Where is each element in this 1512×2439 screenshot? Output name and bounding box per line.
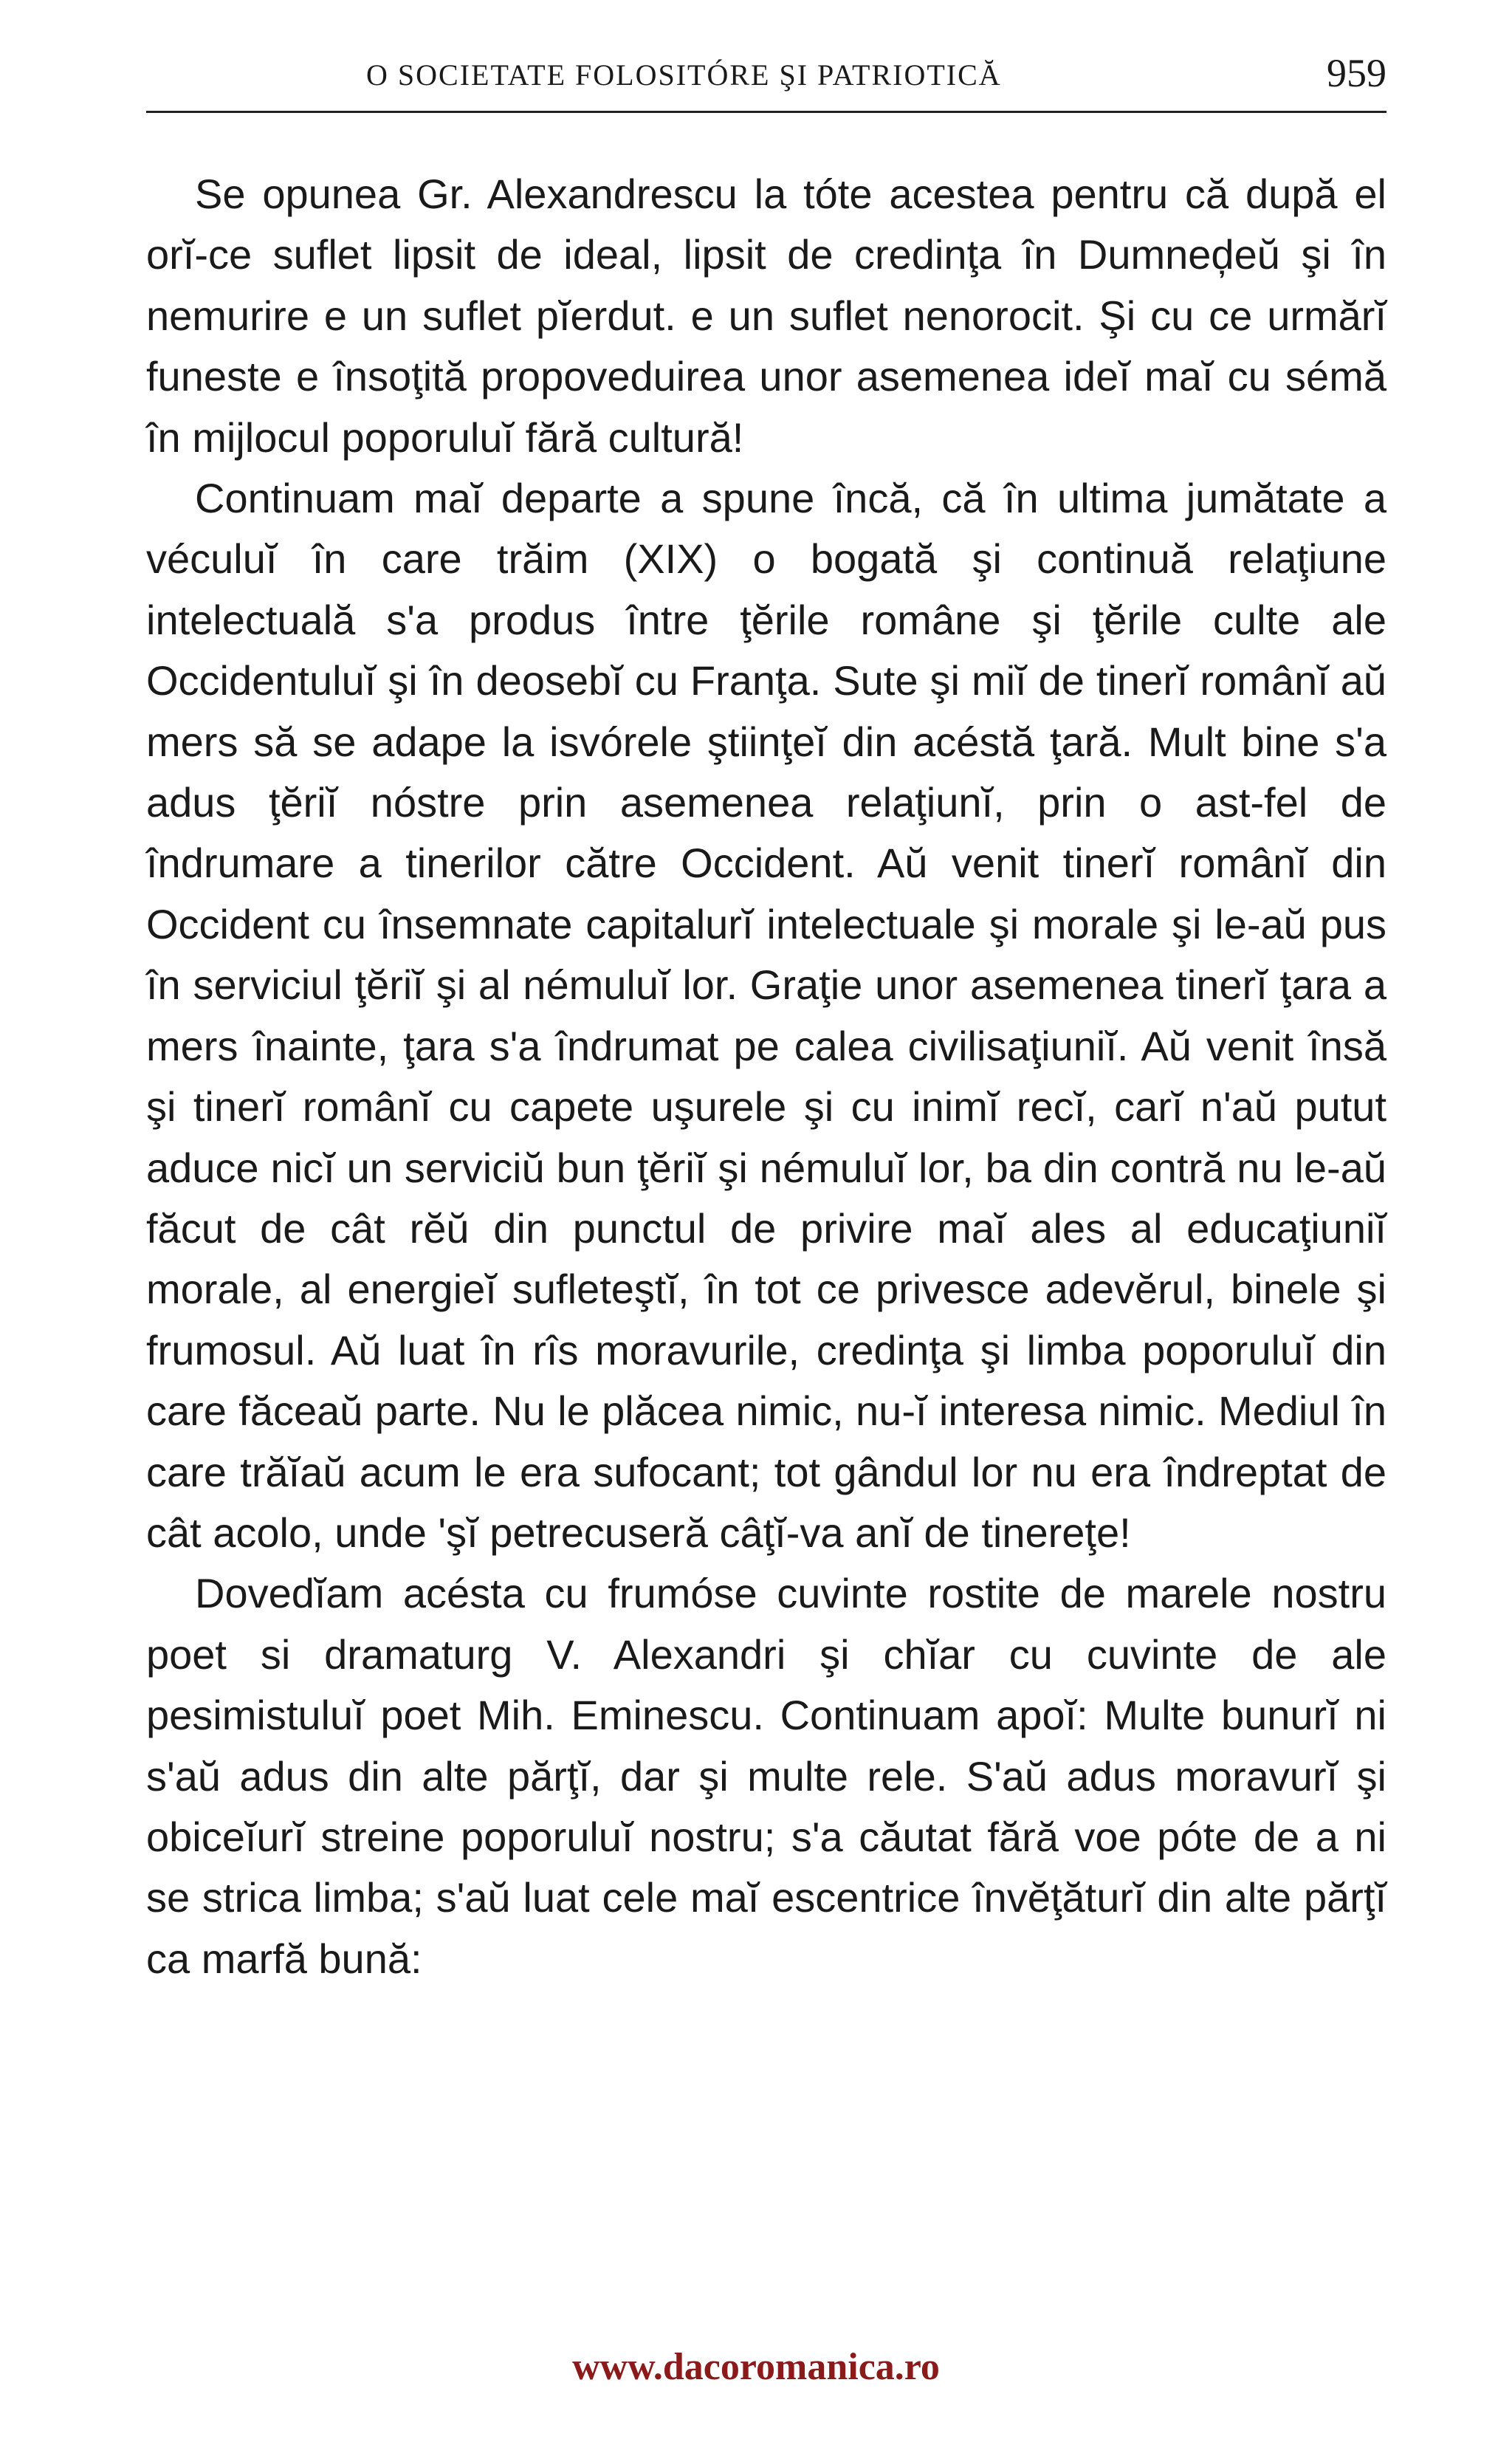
running-title: O SOCIETATE FOLOSITÓRE ŞI PATRIOTICĂ [366, 58, 1002, 92]
running-head [146, 50, 1386, 109]
body-text [146, 164, 1386, 1989]
watermark-link[interactable]: www.dacoromanica.ro [572, 2346, 940, 2388]
paragraph: Dovedĭam acésta cu frumóse cuvinte rostite de marele nostru poet si dramaturg V. Alexandri şi chĭar cu cuvinte de ale pesimistuluĭ poet Mih. Eminescu. Continuam apoĭ: Multe bunurĭ ni s'aŭ adus din alte părţĭ, dar şi multe rele. S'aŭ adus moravurĭ şi obiceĭurĭ streine poporuluĭ nostru; s'a căutat fără voe póte de a ni se strica limba; s'aŭ luat cele maĭ escentrice învĕţăturĭ din alte părţĭ ca marfă bună: [146, 1570, 1386, 1982]
paragraph: Se opunea Gr. Alexandrescu la tóte acestea pentru că după el orĭ-ce suflet lipsit de ideal, lipsit de credinţa în Dumneḑeŭ şi în nemurire e un suflet pĭerdut. e un suflet nenorocit. Şi cu ce urmărĭ funeste e însoţită propoveduirea unor asemenea ideĭ maĭ cu sémă în mijlocul poporuluĭ fără cultură! [146, 171, 1386, 461]
header-rule [146, 111, 1386, 113]
page-number: 959 [1327, 51, 1386, 95]
paragraph: Continuam maĭ departe a spune încă, că în ultima jumătate a véculuĭ în care trăim (XIX) o bogată şi continuă relaţiune intelectuală s'a produs între ţĕrile române şi ţĕrile culte ale Occidentuluĭ şi în deosebĭ cu Franţa. Sute şi miĭ de tinerĭ românĭ aŭ mers să se adape la isvórele ştiinţeĭ din acéstă ţară. Mult bine s'a adus ţĕriĭ nóstre prin asemenea relaţiunĭ, prin o ast-fel de îndrumare a tinerilor către Occident. Aŭ venit tinerĭ românĭ din Occident cu însemnate capitalurĭ intelectuale şi morale şi le-aŭ pus în serviciul ţĕriĭ şi al némuluĭ lor. Graţie unor asemenea tinerĭ ţara a mers înainte, ţara s'a îndrumat pe calea civilisaţiuniĭ. Aŭ venit însă şi tinerĭ românĭ cu capete uşurele şi cu inimĭ recĭ, carĭ n'aŭ putut aduce nicĭ un serviciŭ bun ţĕriĭ şi némuluĭ lor, ba din contră nu le-aŭ făcut de cât rĕŭ din punctul de privire maĭ ales al educaţiuniĭ morale, al energieĭ sufleteştĭ, în tot ce privesce adevĕrul, binele şi frumosul. Aŭ luat în rîs moravurile, credinţa şi limba poporuluĭ din care făceaŭ parte. Nu le plăcea nimic, nu-ĭ interesa nimic. Mediul în care trăĭaŭ acum le era sufocant; tot gândul lor nu era îndreptat de cât acolo, unde 'şĭ petrecuseră câţĭ-va anĭ de tinereţe! [146, 475, 1386, 1556]
